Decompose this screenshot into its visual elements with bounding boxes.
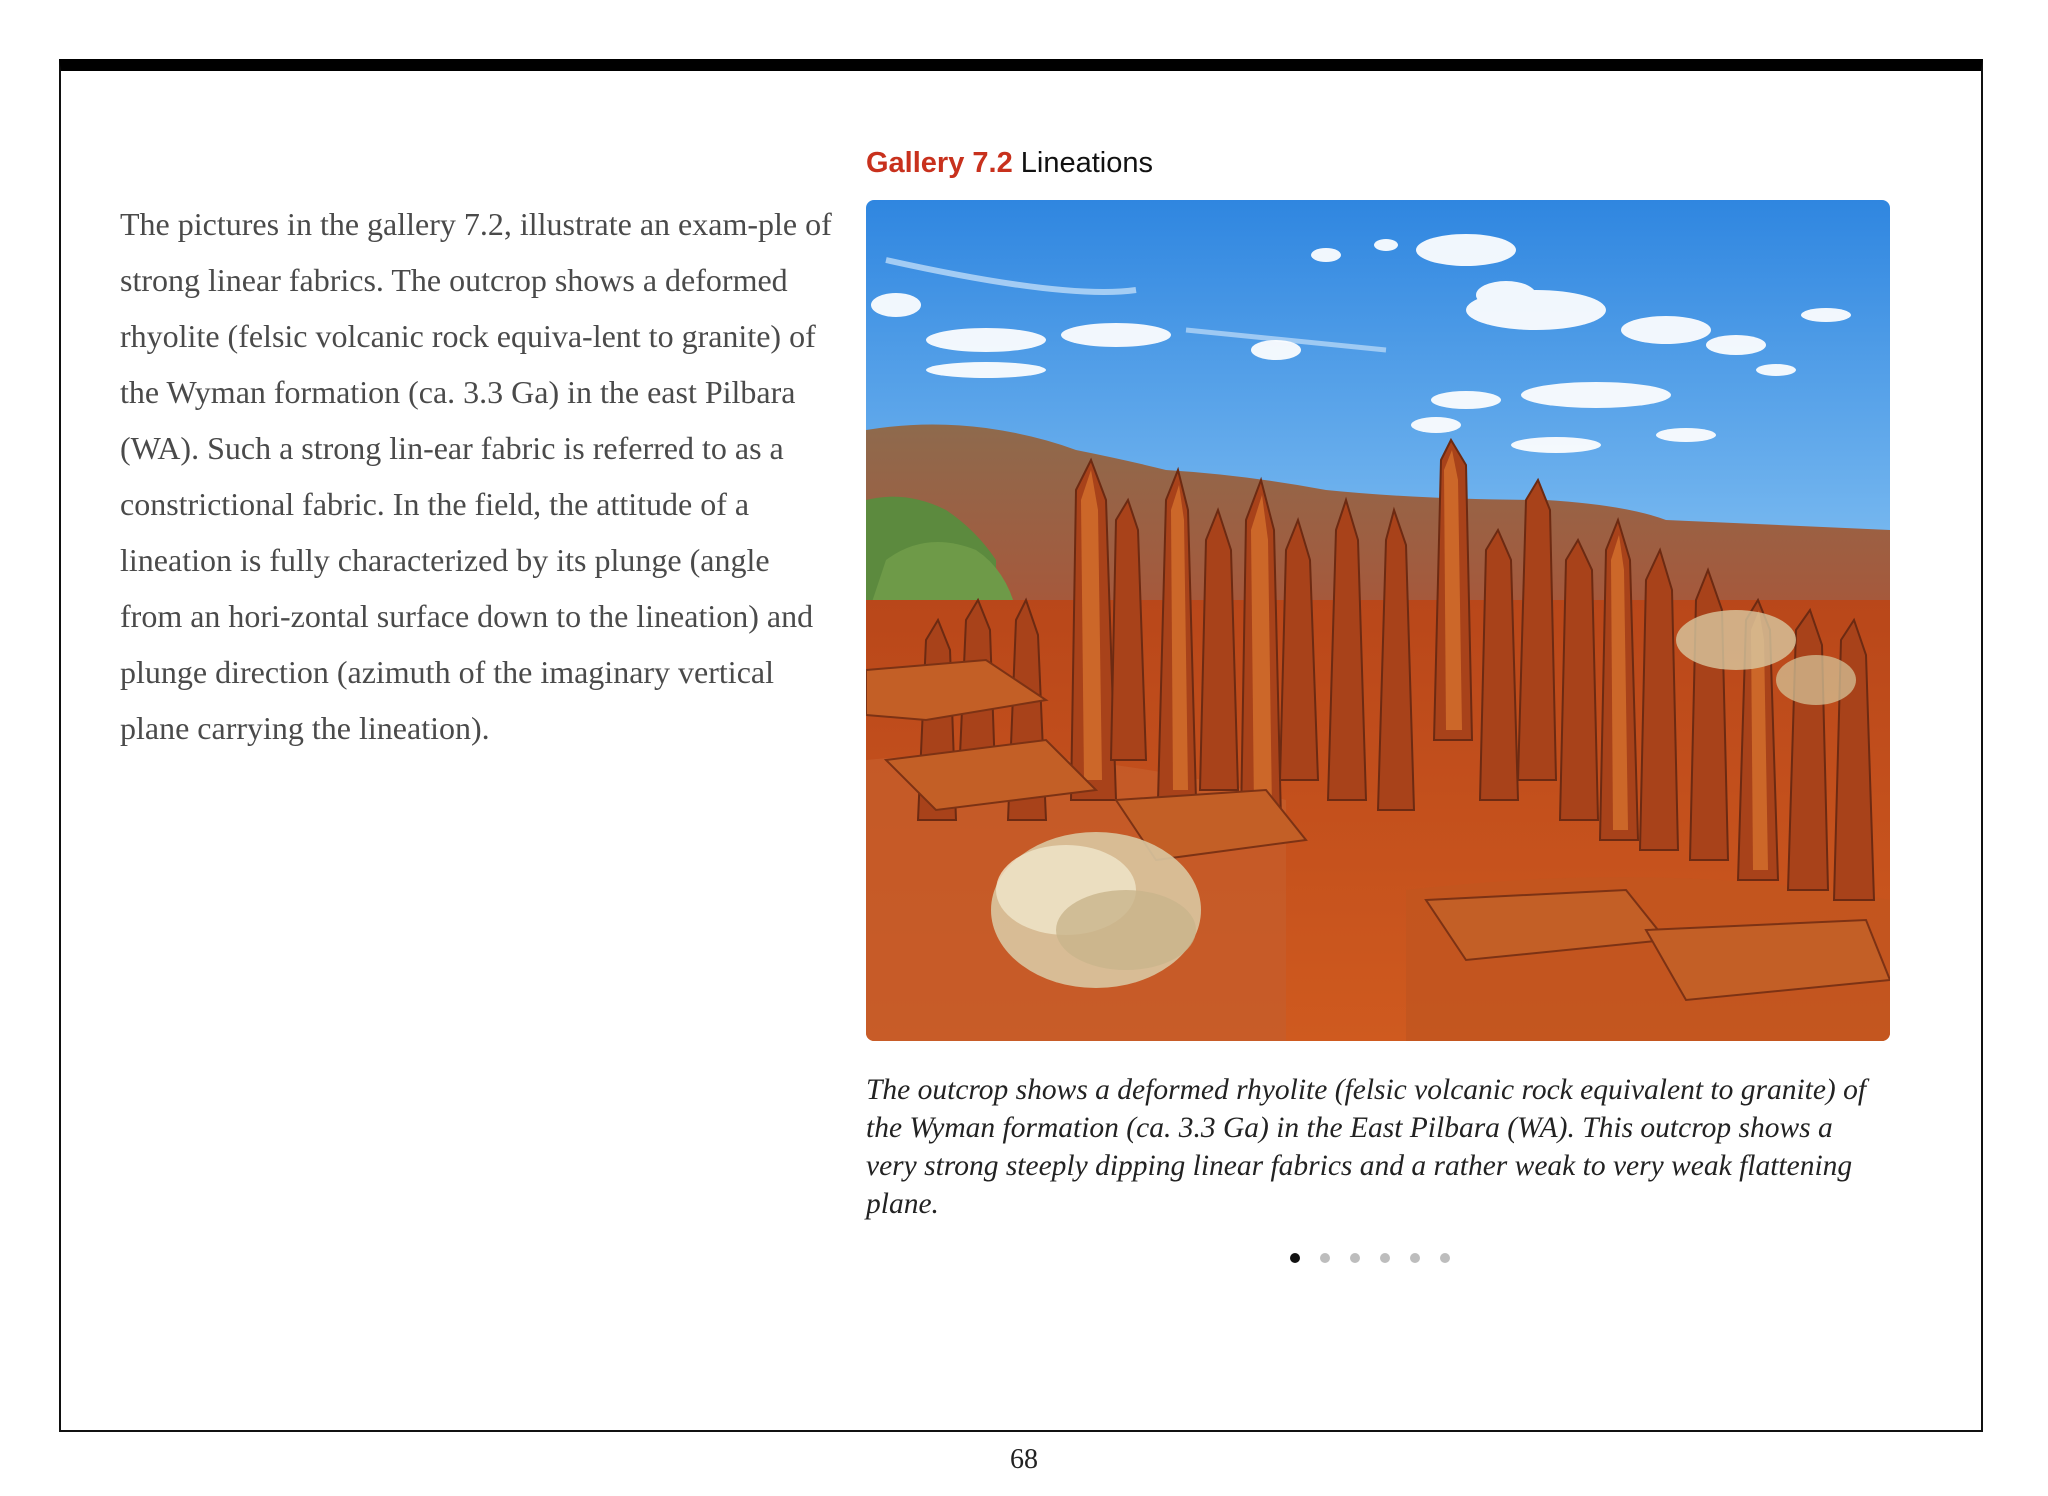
gallery-dot-1[interactable] [1290, 1253, 1300, 1263]
gallery-caption: The outcrop shows a deformed rhyolite (felsic volcanic rock equivalent to granite) of the Wyman formation (ca. 3.3 Ga) in the East Pilbara (WA). This outcrop shows a very strong steeply dipping linear fabrics and a rather weak to very weak flattening plane. [866, 1074, 1867, 1220]
gallery-dot-2[interactable] [1320, 1253, 1330, 1263]
gallery-dot-3[interactable] [1350, 1253, 1360, 1263]
gallery-dot-4[interactable] [1380, 1253, 1390, 1263]
gallery-title: Lineations [1020, 147, 1153, 179]
gallery-dot-6[interactable] [1440, 1253, 1450, 1263]
page-number: 68 [1010, 1444, 1038, 1475]
gallery-photo[interactable] [866, 200, 1890, 1041]
gallery-pagination [1290, 1253, 1450, 1263]
gallery-heading [866, 143, 1153, 183]
body-text: The pictures in the gallery 7.2, illustrate an exam-ple of strong linear fabrics. The outcrop shows a deformed rhyolite (felsic volcanic rock equiva-lent to granite) of the Wyman formation (ca. 3.3 Ga) in the east Pilbara (WA). Such a strong lin-ear fabric is referred to as a constrictional fabric. In the field, the attitude of a lineation is fully characterized by its plunge (angle from an hori-zontal surface down to the lineation) and plunge direction (azimuth of the imaginary vertical plane carrying the lineation). [120, 206, 832, 746]
gallery-dot-5[interactable] [1410, 1253, 1420, 1263]
gallery-number: Gallery 7.2 [866, 147, 1013, 179]
